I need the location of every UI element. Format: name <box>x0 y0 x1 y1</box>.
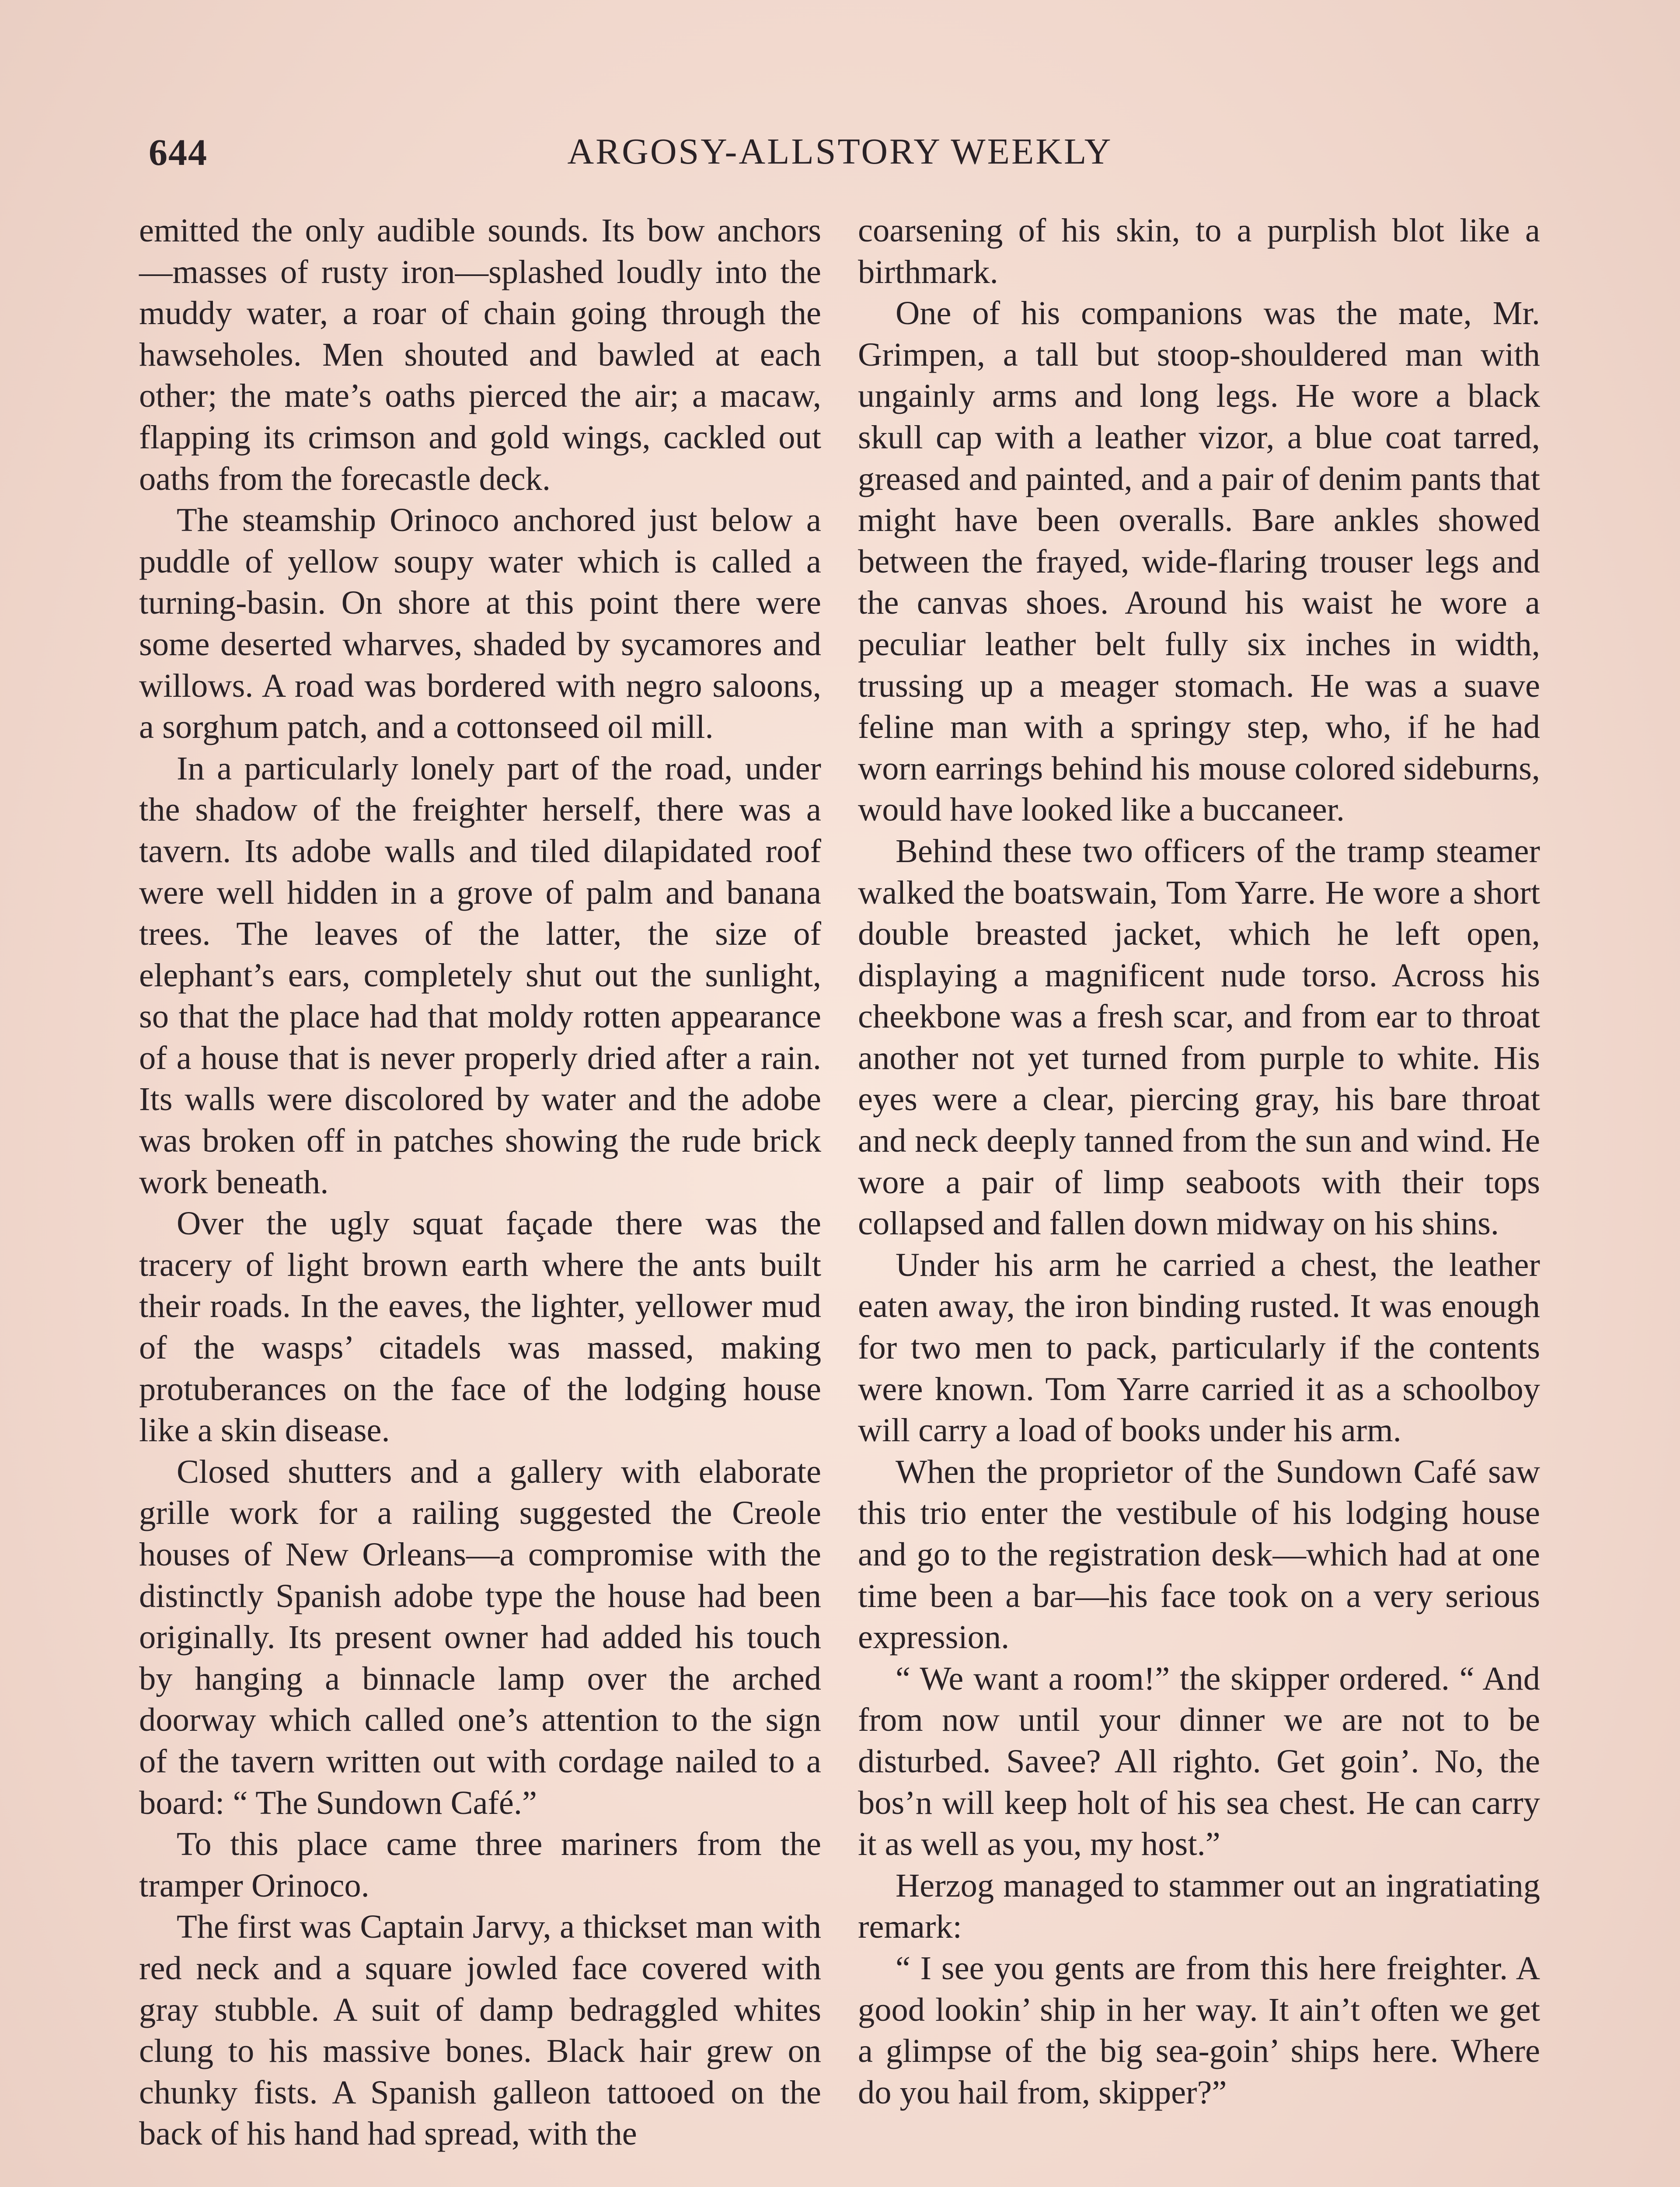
paragraph: To this place came three mariners from the tramper Orinoco. <box>139 1825 821 1904</box>
paragraph: Herzog managed to stammer out an ingratiating remark: <box>858 1866 1540 1946</box>
paragraph: Closed shutters and a gallery with elaborate grille work for a railing suggested the Creole houses of New Orleans—a compromise with the distinctly Spanish adobe type the house had been originally. Its present owner had added his touch by hanging a binnacle lamp over the arched doorway which called one’s attention to the sign of the tavern written out with cordage nailed to a board: “ The Sundown Café.” <box>139 1453 821 1821</box>
paragraph: emitted the only audible sounds. Its bow anchors—masses of rusty iron—splashed loudly into the muddy water, a roar of chain going through the hawseholes. Men shouted and bawled at each other; the mate’s oaths pierced the air; a macaw, flapping its crimson and gold wings, cackled out oaths from the forecastle deck. <box>139 212 821 497</box>
page-header <box>149 130 1531 178</box>
paragraph: Under his arm he carried a chest, the leather eaten away, the iron binding rusted. It was enough for two men to pack, particularly if the contents were known. Tom Yarre carried it as a schoolboy will carry a load of books under his arm. <box>858 1246 1540 1449</box>
right-column <box>858 210 1540 2113</box>
paragraph: The steamship Orinoco anchored just below a puddle of yellow soupy water which is called a turning-basin. On shore at this point there were some deserted wharves, shaded by sycamores and willows. A road was bordered with negro saloons, a sorghum patch, and a cottonseed oil mill. <box>139 501 821 746</box>
paragraph: Over the ugly squat façade there was the tracery of light brown earth where the ants built their roads. In the eaves, the lighter, yellower mud of the wasps’ citadels was massed, making protuberances on the face of the lodging house like a skin disease. <box>139 1205 821 1449</box>
paragraph: “ We want a room!” the skipper ordered. “ And from now until your dinner we are not to be disturbed. Savee? All righto. Get goin’. No, the bos’n will keep holt of his sea chest. He can carry it as well as you, my host.” <box>858 1659 1540 1863</box>
paragraph: One of his companions was the mate, Mr. Grimpen, a tall but stoop-shouldered man with ungainly arms and long legs. He wore a black skull cap with a leather vizor, a blue coat tarred, greased and painted, and a pair of denim pants that might have been overalls. Bare ankles showed between the frayed, wide-flaring trouser legs and the canvas shoes. Around his waist he wore a peculiar leather belt fully six inches in width, trussing up a meager stomach. He was a suave feline man with a springy step, who, if he had worn earrings behind his mouse colored sideburns, would have looked like a buccaneer. <box>858 294 1540 828</box>
left-column <box>139 210 821 2155</box>
page-number: 644 <box>149 131 208 173</box>
paragraph: Behind these two officers of the tramp steamer walked the boatswain, Tom Yarre. He wore a short double breasted jacket, which he left open, displaying a magnificent nude torso. Across his cheekbone was a fresh scar, and from ear to throat another not yet turned from purple to white. His eyes were a clear, piercing gray, his bare throat and neck deeply tanned from the sun and wind. He wore a pair of limp seaboots with their tops collapsed and fallen down midway on his shins. <box>858 832 1540 1242</box>
paragraph: coarsening of his skin, to a purplish blot like a birthmark. <box>858 212 1540 290</box>
running-head: ARGOSY-ALLSTORY WEEKLY <box>567 131 1113 172</box>
paragraph: When the proprietor of the Sundown Café saw this trio enter the vestibule of his lodging house and go to the registration desk—which had at one time been a bar—his face took on a very serious expression. <box>858 1453 1540 1656</box>
paragraph: The first was Captain Jarvy, a thickset man with red neck and a square jowled face covered with gray stubble. A suit of damp bedraggled whites clung to his massive bones. Black hair grew on chunky fists. A Spanish galleon tattooed on the back of his hand had spread, with the <box>139 1908 821 2152</box>
paragraph: “ I see you gents are from this here freighter. A good lookin’ ship in her way. It ain’t often we get a glimpse of the big sea-goin’ ships here. Where do you hail from, skipper?” <box>858 1949 1540 2111</box>
paragraph: In a particularly lonely part of the road, under the shadow of the freighter herself, there was a tavern. Its adobe walls and tiled dilapidated roof were well hidden in a grove of palm and banana trees. The leaves of the latter, the size of elephant’s ears, completely shut out the sunlight, so that the place had that moldy rotten appearance of a house that is never properly dried after a rain. Its walls were discolored by water and the adobe was broken off in patches showing the rude brick work beneath. <box>139 749 821 1201</box>
